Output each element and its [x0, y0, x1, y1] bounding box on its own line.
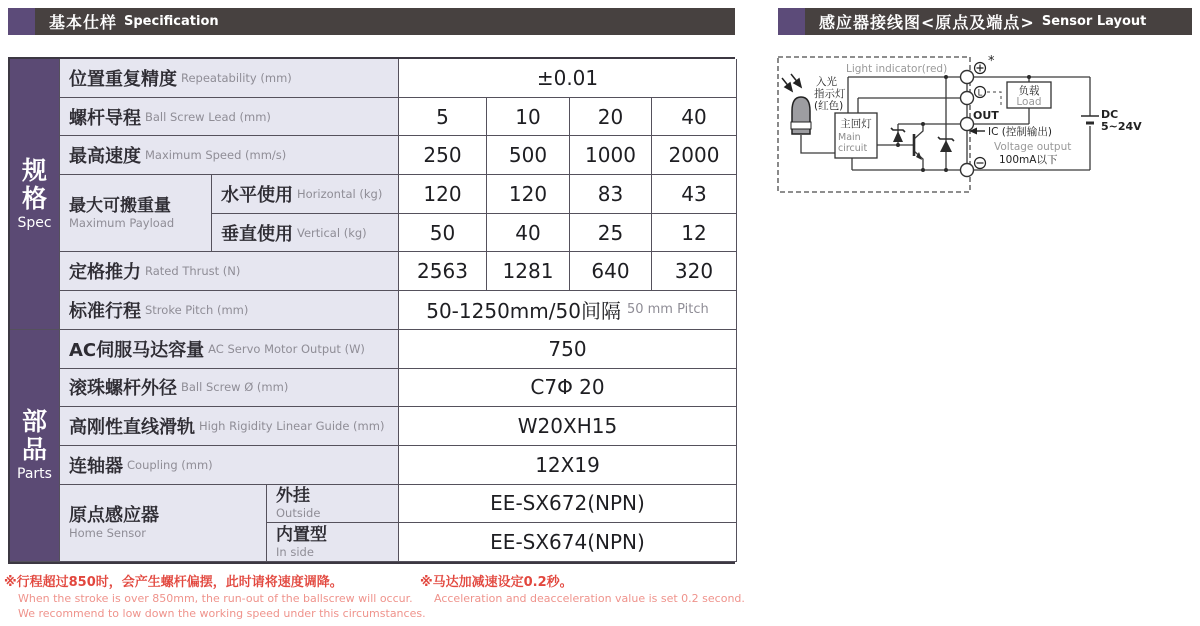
l-terminal-icon	[975, 87, 986, 99]
value-vertical-3: 25	[570, 214, 652, 253]
terminal-minus-circle	[961, 164, 974, 177]
right-section-header	[778, 8, 1192, 35]
svg-text:L: L	[977, 88, 983, 99]
light-indicator-label-en: Light indicator(red)	[846, 63, 948, 75]
label-zh: 滚珠螺杆外径	[69, 378, 177, 400]
footnote-acceleration	[420, 574, 745, 606]
zener-diode-icon	[938, 137, 954, 152]
load-label-en: Load	[1016, 96, 1042, 108]
current-limit-label: 100mA以下	[999, 154, 1058, 166]
light-ray-arrows-icon	[782, 74, 801, 91]
label-en: Vertical (kg)	[297, 225, 367, 240]
left-section-header	[8, 8, 735, 35]
terminals	[961, 71, 974, 177]
label-zh: 内置型	[276, 525, 327, 546]
spec-table	[8, 57, 735, 564]
footnote-en: Acceleration and deacceleration value is set 0.2 second.	[434, 592, 745, 605]
label-zh: 外挂	[276, 486, 310, 507]
row-label-payload-vertical	[212, 214, 399, 253]
footnote-en: When the stroke is over 850mm, the run-out of the ballscrew will occur.	[18, 592, 413, 605]
label-en: Horizontal (kg)	[297, 186, 383, 201]
row-label-stroke	[60, 291, 399, 330]
label-en: Outside	[276, 506, 321, 521]
value-speed-4: 2000	[652, 136, 737, 175]
value-thrust-3: 640	[570, 252, 652, 291]
sidebar-char: 品	[21, 435, 47, 465]
unused-terminal-dashed-wire	[987, 92, 1001, 108]
label-en: Home Sensor	[69, 525, 147, 540]
sidebar-section-parts	[10, 330, 60, 562]
main-circuit-label-zh: 主回灯	[840, 118, 872, 130]
footnote-en: We recommend to low down the working speed under this circumstances.	[18, 607, 426, 620]
load-label-zh: 负载	[1018, 85, 1040, 97]
label-zh: 螺杆导程	[69, 107, 141, 129]
value-horizontal-4: 43	[652, 175, 737, 214]
main-circuit-label-en: Main	[838, 132, 861, 143]
value-speed-3: 1000	[570, 136, 652, 175]
label-zh: 连轴器	[69, 455, 123, 477]
label-en: Ball Screw Ø (mm)	[181, 380, 289, 395]
value-repeatability: ±0.01	[399, 59, 737, 98]
value-thrust-4: 320	[652, 252, 737, 291]
label-zh: 原点感应器	[69, 504, 159, 526]
value-vertical-1: 50	[399, 214, 487, 253]
value-home-sensor-outside: EE-SX672(NPN)	[399, 485, 737, 524]
right-header-title-en: Sensor Layout	[1041, 14, 1147, 29]
footnote-zh: ※马达加减速设定0.2秒。	[420, 575, 573, 590]
value-thrust-1: 2563	[399, 252, 487, 291]
value-coupling: 12X19	[399, 446, 737, 485]
label-en: Maximum Payload	[69, 216, 175, 231]
footnote-zh: ※行程超过850时，会产生螺杆偏摆，此时请将速度调降。	[4, 575, 343, 590]
label-zh: 最大可搬重量	[69, 196, 171, 217]
row-label-home-sensor	[60, 485, 267, 562]
value-horizontal-2: 120	[487, 175, 570, 214]
header-accent-square	[8, 8, 35, 35]
label-zh: 垂直使用	[221, 223, 293, 245]
label-en: In side	[276, 545, 314, 560]
stroke-value-zh: 50-1250mm/50间隔	[426, 299, 621, 324]
value-stroke	[399, 291, 737, 330]
dc-range-label: 5~24V	[1101, 120, 1142, 133]
terminal-out-circle	[961, 118, 974, 131]
value-motor: 750	[399, 330, 737, 369]
sensor-wiring-diagram	[770, 50, 1200, 200]
row-label-motor	[60, 330, 399, 369]
value-vertical-2: 40	[487, 214, 570, 253]
value-lead-2: 10	[487, 98, 570, 137]
light-label-zh: 入光	[816, 76, 837, 88]
stroke-value-en: 50 mm Pitch	[626, 302, 709, 318]
value-horizontal-3: 83	[570, 175, 652, 214]
left-header-title-en: Specification	[124, 14, 219, 29]
value-vertical-4: 12	[652, 214, 737, 253]
light-label-zh: (红色)	[814, 100, 844, 112]
value-lead-3: 20	[570, 98, 652, 137]
label-zh: AC伺服马达容量	[69, 339, 205, 361]
sidebar-char: 部	[21, 407, 47, 437]
row-label-home-sensor-inside	[267, 523, 399, 562]
dc-label: DC	[1101, 108, 1119, 121]
row-label-coupling	[60, 446, 399, 485]
left-header-title-zh: 基本仕样	[49, 13, 118, 32]
plus-terminal-icon	[975, 63, 986, 74]
row-label-screw	[60, 369, 399, 408]
asterisk-mark: *	[988, 54, 995, 69]
label-en: High Rigidity Linear Guide (mm)	[199, 419, 385, 434]
value-lead-1: 5	[399, 98, 487, 137]
row-label-speed	[60, 136, 399, 175]
right-header-title-zh: 感应器接线图<原点及端点>	[819, 13, 1035, 32]
minus-terminal-icon	[975, 158, 986, 169]
main-circuit-label-en: circuit	[838, 143, 868, 154]
value-home-sensor-inside: EE-SX674(NPN)	[399, 523, 737, 562]
terminal-plus-circle	[961, 71, 974, 84]
row-label-thrust	[60, 252, 399, 291]
label-en: Ball Screw Lead (mm)	[145, 109, 271, 124]
row-label-payload	[60, 175, 212, 252]
footnote-stroke-warning	[4, 574, 426, 621]
row-label-lead	[60, 98, 399, 137]
label-zh: 高刚性直线滑轨	[69, 417, 195, 439]
label-en: Maximum Speed (mm/s)	[145, 148, 287, 163]
sidebar-char: 格	[21, 183, 47, 213]
label-en: Repeatability (mm)	[181, 70, 292, 85]
row-label-guide	[60, 407, 399, 446]
label-zh: 位置重复精度	[69, 68, 177, 90]
label-zh: 水平使用	[221, 184, 293, 206]
zener-diode-icon	[891, 128, 905, 142]
label-en: Coupling (mm)	[127, 457, 213, 472]
label-en: Stroke Pitch (mm)	[145, 302, 249, 317]
out-label: OUT	[973, 109, 999, 122]
row-label-home-sensor-outside	[267, 485, 399, 524]
row-label-payload-horizontal	[212, 175, 399, 214]
label-en: Rated Thrust (N)	[145, 264, 241, 279]
battery-icon	[1081, 116, 1099, 123]
sidebar-char: 规	[21, 155, 47, 185]
label-en: AC Servo Motor Output (W)	[208, 341, 365, 356]
transistor-icon	[914, 134, 922, 160]
label-zh: 定格推力	[69, 262, 141, 284]
sidebar-label-en: Parts	[17, 466, 52, 483]
terminal-l-circle	[961, 92, 974, 105]
sidebar-label-en: Spec	[17, 214, 52, 231]
row-label-repeatability	[60, 59, 399, 98]
value-horizontal-1: 120	[399, 175, 487, 214]
value-lead-4: 40	[652, 98, 737, 137]
led-indicator-icon	[791, 97, 811, 134]
label-zh: 最高速度	[69, 146, 141, 168]
value-speed-1: 250	[399, 136, 487, 175]
value-screw: C7Φ 20	[399, 369, 737, 408]
label-zh: 标准行程	[69, 300, 141, 322]
value-thrust-2: 1281	[487, 252, 570, 291]
value-guide: W20XH15	[399, 407, 737, 446]
ic-output-label: IC (控制输出)	[988, 126, 1052, 138]
sidebar-section-spec	[10, 59, 60, 330]
value-speed-2: 500	[487, 136, 570, 175]
light-label-zh: 指示灯	[814, 88, 846, 100]
voltage-output-label: Voltage output	[994, 141, 1072, 153]
header-accent-square	[778, 8, 805, 35]
